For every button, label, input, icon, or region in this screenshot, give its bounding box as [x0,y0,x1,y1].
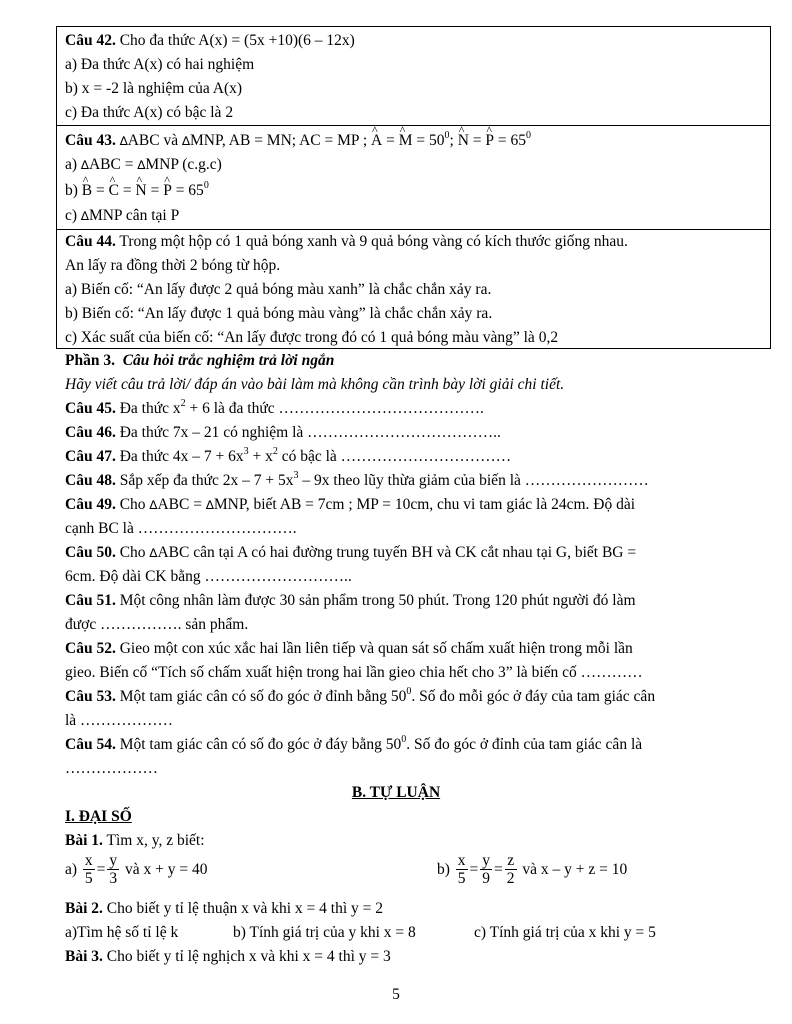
page-number: 5 [392,986,400,1003]
fraction-y-3: $\frac{y}{3}$ [109,852,118,887]
fraction-y-9: $\frac{y}{9}$ [482,852,491,887]
question-43-option-c: c) ∆MNP cân tại P [65,207,180,224]
question-44-stem-line2: An lấy ra đồng thời 2 bóng từ hộp. [65,257,281,274]
question-44-stem: Câu 44. Trong một hộp có 1 quả bóng xanh và 9 quả bóng vàng có kích thước giống nhau. [65,233,628,250]
angle-n: ^ N [458,133,469,149]
bai-3: Bài 3. Cho biết y tỉ lệ nghịch x và khi x = 4 thì y = 3 [65,948,391,965]
bai-2-part-c: c) Tính giá trị của x khi y = 5 [474,924,656,941]
question-49-line2: cạnh BC là …………………………. [65,520,297,537]
triangle-icon: ∆ [119,134,128,148]
triangle-icon: ∆ [80,209,89,223]
question-51: Câu 51. Một công nhân làm được 30 sản phẩm trong 50 phút. Trong 120 phút người đó làm [65,592,636,609]
triangle-icon: ∆ [181,134,191,148]
question-53: Câu 53. Một tam giác cân có số đo góc ở đỉnh bằng $50^0$. Số đo mỗi góc ở đáy của tam giác cân [65,686,656,705]
question-52: Câu 52. Gieo một con xúc xắc hai lần liên tiếp và quan sát số chấm xuất hiện trong mỗi lần [65,640,633,657]
question-49: Câu 49. Cho ∆ABC = ∆MNP, biết AB = 7cm ; MP = 10cm, chu vi tam giác là 24cm. Độ dài [65,496,636,513]
section-1-heading: I. ĐẠI SỐ [65,808,132,825]
question-54: Câu 54. Một tam giác cân có số đo góc ở đáy bằng $50^0$. Số đo góc ở đỉnh của tam giác cân là [65,734,643,753]
question-48: Câu 48. Sắp xếp đa thức $2x - 7 + 5x^3 - 9x$ theo lũy thừa giảm của biến là …………………… [65,470,649,489]
triangle-icon: ∆ [137,158,146,172]
triangle-icon: ∆ [205,498,214,512]
bai-2-part-b: b) Tính giá trị của y khi x = 8 [233,924,416,941]
part-3-heading: Phần 3. Câu hỏi trắc nghiệm trả lời ngắn [65,352,335,369]
fraction-z-2: $\frac{z}{2}$ [506,852,515,887]
question-42-stem: Câu 42. Cho đa thức A(x) = (5x +10)(6 – 12x) [65,32,355,49]
question-44-option-c: c) Xác suất của biến cố: “An lấy được trong đó có 1 quả bóng màu vàng” là 0,2 [65,329,559,346]
question-54-line2: ……………… [65,760,158,777]
question-50-line2: 6cm. Độ dài CK bằng ……………………….. [65,568,352,585]
fraction-x-5: $\frac{x}{5}$ [457,852,466,887]
question-42-option-b: b) x = -2 là nghiệm của A(x) [65,80,243,97]
bai-2: Bài 2. Cho biết y tỉ lệ thuận x và khi x = 4 thì y = 2 [65,900,384,917]
question-46: Câu 46. Đa thức 7x – 21 có nghiệm là ……………………………….. [65,424,501,441]
angle-m: ^ M [399,133,413,149]
question-47: Câu 47. Đa thức $4x - 7 + 6x^3 + x^2$ có bậc là …………………………… [65,446,512,465]
triangle-icon: ∆ [149,498,158,512]
section-b-heading: B. TỰ LUẬN [351,784,441,801]
question-44-option-a: a) Biến cố: “An lấy được 2 quả bóng màu xanh” là chắc chắn xảy ra. [65,281,492,298]
bai-1-part-a: a) $\frac{x}{5}$ = $\frac{y}{3}$ và x + y = 40 [65,852,208,887]
question-43-option-b: b) ^ B = ^ C = ^ N = ^ $P = 65^0$ [65,183,209,199]
bai-1-part-b: b) $\frac{x}{5}$ = $\frac{y}{9}$ = $\frac{z}{2}$ và x – y + z = 10 [437,852,628,887]
question-42-option-c: c) Đa thức A(x) có bậc là 2 [65,104,234,121]
question-43-stem: Câu 43. ∆ABC và ∆MNP, AB = MN; AC = MP ; ^ A = ^ $M = 50^0$; ^ N = ^ $P = 65^0$ [65,133,531,149]
triangle-icon: ∆ [149,546,158,560]
fraction-x-5: $\frac{x}{5}$ [84,852,93,887]
question-52-line2: gieo. Biến cố “Tích số chấm xuất hiện trong hai lần gieo chia hết cho 3” là biến cố ………… [65,664,643,681]
question-43-option-a: a) ∆ABC = ∆MNP (c.g.c) [65,156,222,173]
triangle-icon: ∆ [80,158,89,172]
angle-a: ^ A [371,133,382,149]
question-50: Câu 50. Cho ∆ABC cân tại A có hai đường trung tuyến BH và CK cắt nhau tại G, biết BG = [65,544,637,561]
question-44-option-b: b) Biến cố: “An lấy được 1 quả bóng màu vàng” là chắc chắn xảy ra. [65,305,493,322]
angle-p: ^ P [485,133,494,149]
question-53-line2: là ……………… [65,712,174,729]
question-42-option-a: a) Đa thức A(x) có hai nghiệm [65,56,255,73]
bai-2-part-a: a)Tìm hệ số tỉ lệ k [65,924,179,941]
question-45: Câu 45. Đa thức $x^2 + 6$ là đa thức …………………………………. [65,398,484,417]
question-51-line2: được ……………. sản phẩm. [65,616,249,633]
bai-1: Bài 1. Tìm x, y, z biết: [65,832,205,849]
part-3-instruction: Hãy viết câu trả lời/ đáp án vào bài làm mà không cần trình bày lời giải chi tiết. [65,376,565,393]
